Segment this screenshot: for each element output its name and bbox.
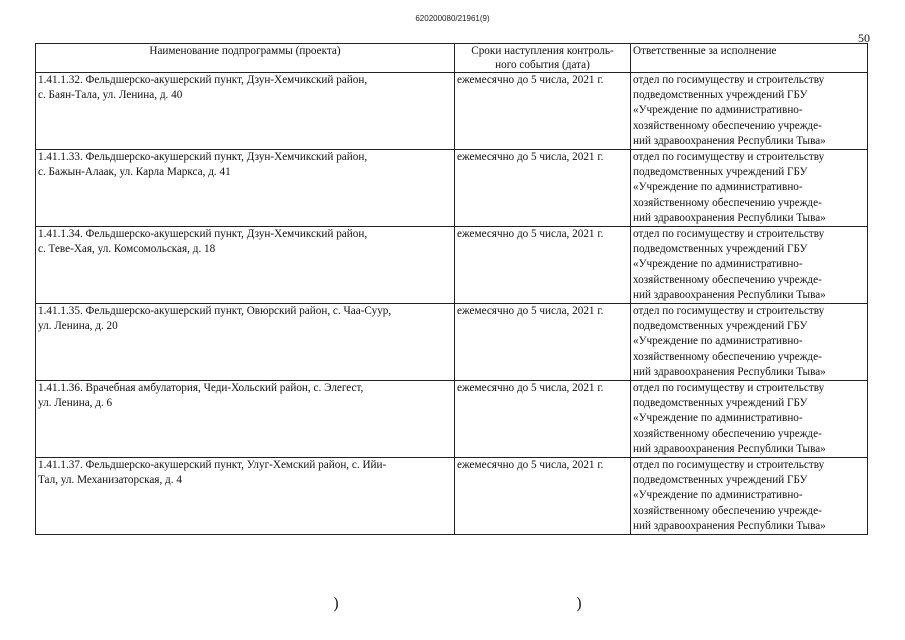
table-row: [36, 381, 868, 458]
responsible-line-5: ний здравоохранения Республики Тыва»: [633, 211, 826, 224]
cell-responsible: [631, 227, 868, 304]
responsible-line-2: подведомственных учреждений ГБУ: [633, 397, 808, 410]
signature-mark-right: ): [576, 594, 583, 613]
subprogram-name-line-1: 1.41.1.34. Фельдшерско-акушерский пункт, Дзун-Хемчикский район,: [38, 228, 368, 241]
subprogram-name-line-1: 1.41.1.32. Фельдшерско-акушерский пункт, Дзун-Хемчикский район,: [38, 74, 368, 86]
responsible-line-2: подведомственных учреждений ГБУ: [633, 243, 808, 256]
responsible-line-4: хозяйственному обеспечению учрежде-: [633, 504, 822, 517]
table-row: [36, 304, 868, 381]
document-id: 620200080/21961(9): [415, 14, 490, 23]
header-deadline-line-1: Сроки наступления контроль-: [471, 45, 614, 57]
cell-deadline: ежемесячно до 5 числа, 2021 г.: [455, 73, 631, 150]
responsible-line-2: подведомственных учреждений ГБУ: [633, 474, 808, 487]
cell-responsible: [631, 381, 868, 458]
responsible-line-5: ний здравоохранения Республики Тыва»: [633, 288, 826, 301]
responsible-line-2: подведомственных учреждений ГБУ: [633, 166, 808, 179]
subprogram-name-line-1: 1.41.1.33. Фельдшерско-акушерский пункт, Дзун-Хемчикский район,: [38, 151, 368, 164]
responsible-line-2: подведомственных учреждений ГБУ: [633, 89, 808, 102]
cell-deadline: ежемесячно до 5 числа, 2021 г.: [455, 304, 631, 381]
responsible-line-1: отдел по госимуществу и строительству: [633, 151, 825, 164]
responsible-line-1: отдел по госимуществу и строительству: [633, 459, 825, 472]
cell-subprogram-name: [36, 73, 455, 150]
subprogram-name-line-2: ул. Ленина, д. 6: [38, 397, 113, 410]
responsible-line-5: ний здравоохранения Республики Тыва»: [633, 519, 826, 532]
subprogram-name-line-2: с. Баян-Тала, ул. Ленина, д. 40: [38, 89, 183, 102]
responsible-line-5: ний здравоохранения Республики Тыва»: [633, 134, 826, 147]
cell-responsible: [631, 458, 868, 535]
signature-mark-left: ): [333, 594, 340, 613]
responsible-line-3: «Учреждение по административно-: [633, 181, 803, 194]
subprogram-name-line-2: с. Теве-Хая, ул. Комсомольская, д. 18: [38, 243, 216, 256]
cell-subprogram-name: [36, 227, 455, 304]
header-deadline-line-2: ного события (дата): [495, 59, 590, 71]
responsible-line-5: ний здравоохранения Республики Тыва»: [633, 442, 826, 455]
responsible-line-3: «Учреждение по административно-: [633, 412, 803, 425]
cell-subprogram-name: [36, 381, 455, 458]
responsible-line-5: ний здравоохранения Республики Тыва»: [633, 365, 826, 378]
responsible-line-3: «Учреждение по административно-: [633, 489, 803, 502]
responsible-line-4: хозяйственному обеспечению учрежде-: [633, 196, 822, 209]
cell-subprogram-name: [36, 304, 455, 381]
responsible-line-4: хозяйственному обеспечению учрежде-: [633, 119, 822, 132]
table-row: [36, 458, 868, 535]
table-row: [36, 73, 868, 150]
cell-responsible: [631, 150, 868, 227]
subprogram-name-line-1: 1.41.1.36. Врачебная амбулатория, Чеди-Хольский район, с. Элегест,: [38, 382, 364, 395]
responsible-line-1: отдел по госимуществу и строительству: [633, 228, 825, 241]
header-responsible: Ответственные за исполнение: [631, 44, 868, 73]
table-header-row: [36, 44, 868, 73]
responsible-line-4: хозяйственному обеспечению учрежде-: [633, 350, 822, 363]
cell-deadline: ежемесячно до 5 числа, 2021 г.: [455, 381, 631, 458]
responsible-line-3: «Учреждение по административно-: [633, 335, 803, 348]
responsible-line-4: хозяйственному обеспечению учрежде-: [633, 427, 822, 440]
subprogram-name-line-2: с. Бажын-Алаак, ул. Карла Маркса, д. 41: [38, 166, 231, 179]
responsible-line-1: отдел по госимуществу и строительству: [633, 74, 825, 86]
header-name: Наименование подпрограммы (проекта): [36, 44, 455, 73]
table-row: [36, 227, 868, 304]
subprogram-table: [35, 43, 868, 535]
subprogram-name-line-1: 1.41.1.35. Фельдшерско-акушерский пункт, Овюрский район, с. Чаа-Суур,: [38, 305, 392, 318]
cell-subprogram-name: [36, 458, 455, 535]
subprogram-name-line-1: 1.41.1.37. Фельдшерско-акушерский пункт, Улуг-Хемский район, с. Ийи-: [38, 459, 387, 472]
responsible-line-3: «Учреждение по административно-: [633, 258, 803, 271]
responsible-line-2: подведомственных учреждений ГБУ: [633, 320, 808, 333]
subprogram-name-line-2: Тал, ул. Механизаторская, д. 4: [38, 474, 182, 487]
cell-responsible: [631, 73, 868, 150]
responsible-line-3: «Учреждение по административно-: [633, 104, 803, 117]
responsible-line-1: отдел по госимуществу и строительству: [633, 382, 825, 395]
header-deadline: [455, 44, 631, 73]
responsible-line-1: отдел по госимуществу и строительству: [633, 305, 825, 318]
table-row: [36, 150, 868, 227]
subprogram-name-line-2: ул. Ленина, д. 20: [38, 320, 118, 333]
cell-deadline: ежемесячно до 5 числа, 2021 г.: [455, 150, 631, 227]
cell-subprogram-name: [36, 150, 455, 227]
page-number: 50: [858, 31, 870, 45]
cell-deadline: ежемесячно до 5 числа, 2021 г.: [455, 227, 631, 304]
cell-responsible: [631, 304, 868, 381]
responsible-line-4: хозяйственному обеспечению учрежде-: [633, 273, 822, 286]
cell-deadline: ежемесячно до 5 числа, 2021 г.: [455, 458, 631, 535]
